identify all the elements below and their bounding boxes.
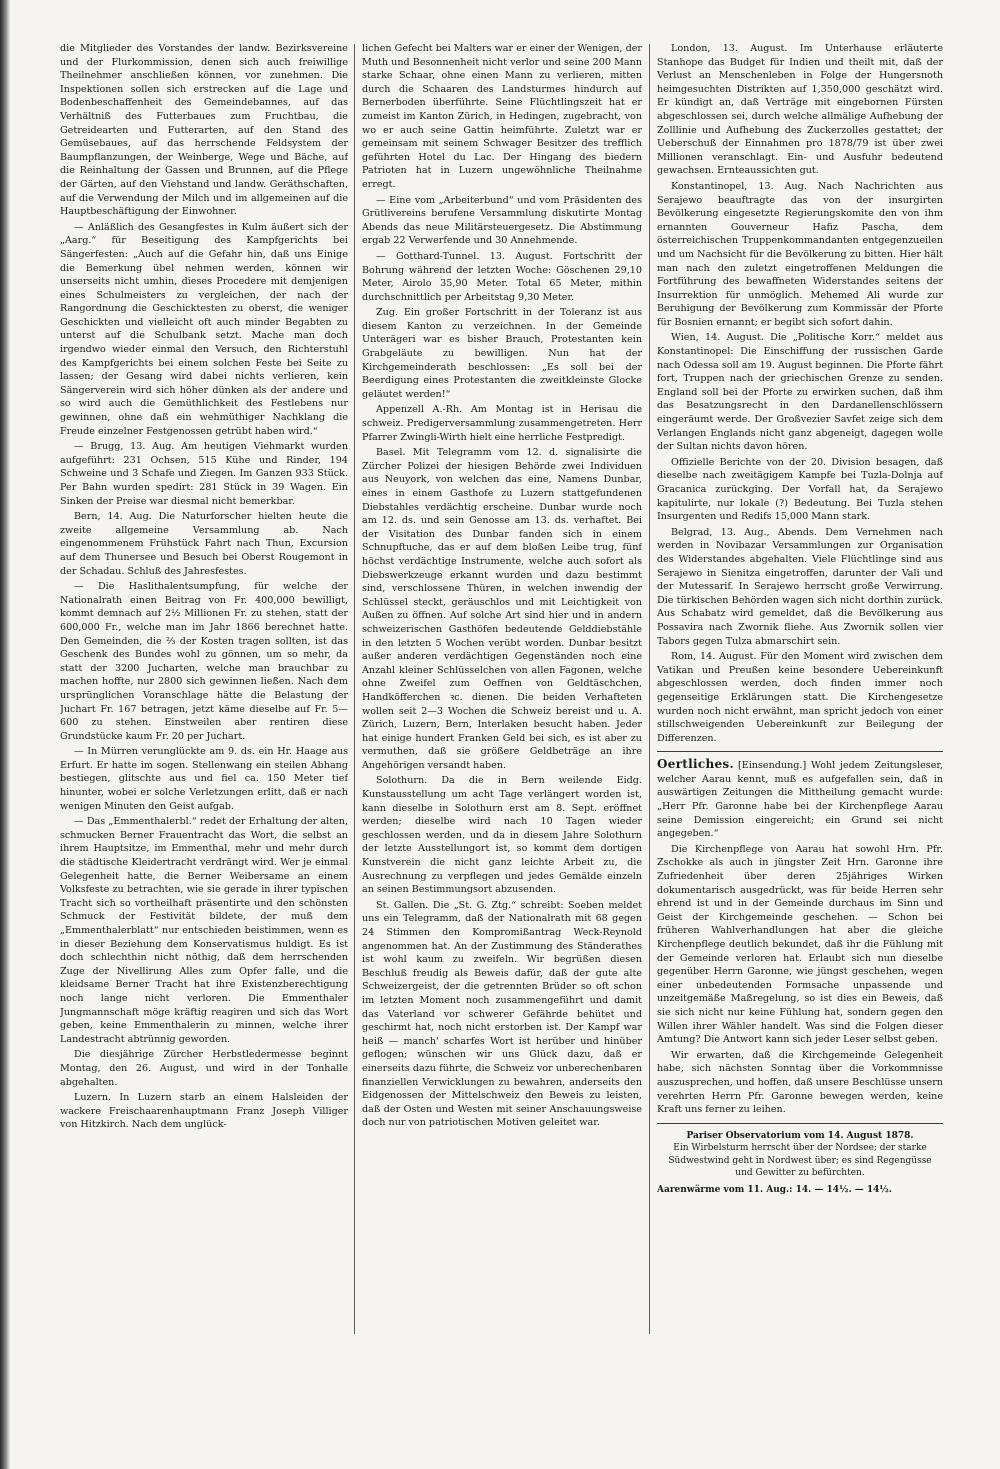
section-divider	[657, 1123, 943, 1124]
weather-line: Ein Wirbelsturm herrscht über der Nordsee; der starke	[673, 1143, 927, 1154]
water-temperature: Aarenwärme vom 11. Aug.: 14. — 14½. — 14½.	[657, 1184, 892, 1195]
right-column-paragraph: London, 13. August. Im Unterhause erläuterte Stanhope das Budget für Indien und theilt mit, daß der Verlust an Menschenleben in Folge der Hungersnoth heimgesuchten Distrikten auf 1,350,000 geschätzt wird. Er kündigt an, daß Verträge mit eingebornen Fürsten abgeschlossen sei, durch welche allmälige Aufhebung der Zolllinie und Aufhebung des Zuckerzolles gestattet; der Ueberschuß der Einnahmen pro 1878/79 ist über zwei Millionen veranschlagt. Ein- und Ausfuhr bedeutend gewachsen. Ernteaussichten gut.	[657, 43, 943, 177]
right-column-paragraph: Wien, 14. August. Die „Politische Korr.“ meldet aus Konstantinopel: Die Einschiffung der russischen Garde nach Odessa soll am 19. August beginnen. Die Pforte fährt fort, Truppen nach der griechischen Grenze zu senden. England soll bei der Pforte zu erwirken suchen, daß ihm das Besatzungsrecht in den Dardanellenschlössern eingeräumt werde. Der Großvezier Savfet zeige sich dem Verlangen Englands nicht ganz abgeneigt, dagegen wolle der Sultan nichts davon hören.	[657, 332, 943, 453]
middle-column-paragraph: St. Gallen. Die „St. G. Ztg.“ schreibt: Soeben meldet uns ein Telegramm, daß der Nationalrath mit 68 gegen 24 Stimmen den Kompromißantrag Weck-Reynold angenommen hat. An der Zustimmung des Ständerathes ist wohl kaum zu zweifeln. Wir begrüßen diesen Beschluß freudig als Beweis dafür, daß der gute alte Schweizergeist, der die getrennten Brüder so oft schon im letzten Moment noch zusammengeführt und damit das Vaterland vor schwerer Gefährde behütet und geschirmt hat, noch nicht erstorben ist. Der Kampf war heiß — manch' scharfes Wort ist herüber und hinüber geflogen; wünschen wir uns Glück dazu, daß er einerseits dazu führte, die Schweiz vor unberechenbaren finanziellen Verwicklungen zu bewahren, anderseits den Eidgenossen der Mittelschweiz den Beweis zu leisten, daß der Osten und Westen mit seiner Anschauungsweise doch nur von patriotischen Motiven geleitet war.	[362, 899, 642, 1129]
middle-column-paragraph: — Eine vom „Arbeiterbund“ und vom Präsidenten des Grütlivereins berufene Versammlung diskutirte Montag Abends das neue Militärsteuergesetz. Die Abstimmung ergab 22 Verwerfende und 30 Annehmende.	[362, 194, 642, 247]
middle-column-paragraph: lichen Gefecht bei Malters war er einer der Wenigen, der Muth und Besonnenheit nicht verlor und seine 200 Mann starke Schaar, ohne einen Mann zu verlieren, mitten durch die Schaaren des Landsturmes hindurch auf Bernerboden überführte. Seine Flüchtlingszeit hat er zumeist im Kanton Zürich, in Hedingen, zugebracht, von wo er auch seine Gattin heimführte. Zuletzt war er gemeinsam mit seinem Schwager Besitzer des trefflich geführten Hotel du Lac. Der Hingang des biedern Patrioten hat in Luzern ungewöhnliche Theilnahme erregt.	[362, 43, 642, 190]
local-news-paragraph: Wir erwarten, daß die Kirchgemeinde Gelegenheit habe, sich nächsten Sonntag über die Vorkommnisse auszusprechen, und hoffen, daß unsere Beschlüsse unsern verehrten Herrn Pfr. Garonne bewegen werden, keine Kraft uns ferner zu leihen.	[657, 1049, 943, 1116]
right-column-paragraph: Rom, 14. August. Für den Moment wird zwischen dem Vatikan und Preußen keine besondere Uebereinkunft abgeschlossen werden, doch finden immer noch gegenseitige Erklärungen statt. Die Kirchengesetze wurden noch nicht erwähnt, man spricht jedoch von einer stillschweigenden Uebereinkunft zur Beilegung der Differenzen.	[657, 651, 943, 744]
foreign-news-section	[657, 42, 943, 745]
weather-line: Südwestwind geht in Nordwest über; es sind Regengüsse	[668, 1155, 932, 1166]
left-column-paragraph: — In Mürren verunglückte am 9. ds. ein Hr. Haage aus Erfurt. Er hatte im sogen. Stellenwang ein steilen Abhang bestiegen, glitschte aus und fiel ca. 150 Meter tief hinunter, wobei er solche Verletzungen erlitt, daß er nach wenigen Minuten den Geist aufgab.	[60, 746, 348, 812]
middle-column-paragraph: Zug. Ein großer Fortschritt in der Toleranz ist aus diesem Kanton zu verzeichnen. In der Gemeinde Unterägeri war es bisher Brauch, Protestanten kein Grabgeläute zu bewilligen. Nun hat der Kirchgemeinderath beschlossen: „Es soll bei der Beerdigung eines Protestanten die zweitkleinste Glocke geläutet werden!“	[362, 307, 642, 400]
middle-column-paragraph: Appenzell A.-Rh. Am Montag ist in Herisau die schweiz. Predigerversammlung zusammengetreten. Herr Pfarrer Zwingli-Wirth hielt eine herrliche Festpredigt.	[362, 404, 642, 443]
middle-column-paragraph: — Gotthard-Tunnel. 13. August. Fortschritt der Bohrung während der letzten Woche: Göschenen 29,10 Meter, Airolo 35,90 Meter. Total 65 Meter, mithin durchschnittlich per Arbeitstag 9,30 Meter.	[362, 250, 642, 303]
local-news-section	[657, 758, 943, 1116]
page-edge-shadow	[0, 0, 10, 1469]
right-column-paragraph: Konstantinopel, 13. Aug. Nach Nachrichten aus Serajewo beauftragte das von der insurgirten Bevölkerung eingesetzte Regierungskomite den von ihm ernannten Gouverneur Hafiz Pascha, dem österreichischen Truppenkommandanten entgegenzueilen und um Nachsicht für die Bevölkerung zu bitten. Hier hält man nach den zuletzt eingetroffenen Meldungen die Fortführung des bewaffneten Widerstandes seitens der Insurrektion für unmöglich. Mehemed Ali wurde zur Beruhigung der Bevölkerung zum Kommissär der Pforte für Bosnien ernannt; er begibt sich sofort dahin.	[657, 180, 943, 328]
column-left	[60, 42, 348, 1332]
left-column-paragraph: Die diesjährige Zürcher Herbstledermesse beginnt Montag, den 26. August, und wird in der Tonhalle abgehalten.	[60, 1049, 348, 1088]
local-news-heading: Oertliches.	[657, 757, 734, 772]
local-news-first-paragraph	[657, 758, 943, 841]
left-column-paragraph: die Mitglieder des Vorstandes der landw. Bezirksvereine und der Flurkommission, denen sich auch freiwillige Theilnehmer anschließen können, vor zunehmen. Die Inspektionen sollen sich erstrecken auf die Lage und Bodenbeschaffenheit des Gemeindebannes, auf das Verhältniß des Futterbaues zum Fruchtbau, die Getreidearten und Futterarten, auf den Stand des Gemüsebaues, auf das herrschende Feldsystem der Baumpflanzungen, der Weinberge, Wege und Bäche, auf die Reinhaltung der Gassen und Brunnen, auf die Pflege der Gärten, auf den Viehstand und landw. Geräthschaften, auf die Verwendung der Milch und im allgemeinen auf die Hauptbeschäftigung der Einwohner.	[60, 43, 348, 218]
right-column-paragraph: Offizielle Berichte von der 20. Division besagen, daß dieselbe nach zweitägigem Kampfe bei Tuzla-Dolnja auf Gracanica zurückging. Der Vorfall hat, da Serajewo kapitulirte, nur lokale (?) Bedeutung. Bei Tuzla stehen Insurgenten und Redifs 15,000 Mann stark.	[657, 456, 943, 523]
middle-column-paragraph: Solothurn. Da die in Bern weilende Eidg. Kunstausstellung um acht Tage verlängert worden ist, kann dieselbe in Solothurn erst am 8. Sept. eröffnet werden; dieselbe wird nach 10 Tagen wieder geschlossen werden, und da in diesem Jahre Solothurn der letzte Ausstellungort ist, so kommt dem dortigen Kunstverein die nicht ganz leichte Arbeit zu, die Ausrechnung zu verpflegen und jedes Gemälde einzeln an seinen Bestimmungsort abzusenden.	[362, 775, 642, 896]
column-right	[657, 42, 943, 1332]
weather-title: Pariser Observatorium vom 14. August 1878.	[686, 1130, 914, 1141]
left-column-paragraph: — Das „Emmenthalerbl.“ redet der Erhaltung der alten, schmucken Berner Frauentracht das Wort, die selbst an ihrem Hauptsitze, im Emmenthal, mehr und mehr durch die städtische Kleidertracht verdrängt wird. Wer je einmal Gelegenheit hatte, die Berner Weibersame an einem Volksfeste zu betrachten, wie sie gerade in ihrer typischen Tracht sich so vortheilhaft präsentirte und den schönsten Schmuck der Festivität bildete, der muß dem „Emmenthalerblatt“ nur entschieden beistimmen, wenn es in dieser Beziehung dem Konservatismus huldigt. Es ist doch schlechthin nicht nöthig, daß dem herrschenden Zuge der Nivellirung Alles zum Opfer falle, und die kleidsame Berner Tracht hat ihre Existenzberechtigung noch lange nicht verloren. Die Emmenthaler Jungmannschaft möge kräftig reagiren und sich das Wort geben, keine Emmenthalerin zu minnen, welche ihrer Landestracht abtrünnig geworden.	[60, 816, 348, 1045]
section-divider	[657, 751, 943, 752]
middle-column-paragraph: Basel. Mit Telegramm vom 12. d. signalisirte die Zürcher Polizei der hiesigen Behörde zwei Individuen aus Neuyork, von welchen das eine, Namens Dunbar, eines in einem Gasthofe zu Luzern stattgefundenen Diebstahles verdächtig erscheine. Dunbar wurde noch am 12. ds. und sein Genosse am 13. ds. verhaftet. Bei der Visitation des Dunbar fanden sich in einem Schnupftuche, das er auf dem bloßen Leibe trug, fünf höchst verdächtige Instrumente, welche auch sofort als Diebswerkzeuge erkannt wurden und dazu bestimmt sind, verschlossene Thüren, in welchen inwendig der Schlüssel steckt, geräuschlos und mit Leichtigkeit von Außen zu öffnen. Auf solche Art sind hier und in andern schweizerischen Gasthöfen bedeutende Gelddiebstähle in den letzten 5 Wochen verübt worden. Dunbar besitzt außer anderen verdächtigen Gegenständen noch eine Anzahl kleiner Schlüsselchen von allen Fagonen, welche ohne Zweifel zum Oeffnen von Geldtäschchen, Handköfferchen ꝛc. dienen. Die beiden Verhafteten wollen seit 2—3 Wochen die Schweiz bereist und u. A. Zürich, Luzern, Bern, Interlaken besucht haben. Jeder hat einige hundert Franken Geld bei sich, es ist aber zu vermuthen, daß sie größere Geldbeträge an ihre Angehörigen versandt haben.	[362, 447, 642, 771]
weather-line: und Gewitter zu befürchten.	[735, 1168, 865, 1179]
column-rule-2	[649, 44, 650, 1334]
left-column-paragraph: — Brugg, 13. Aug. Am heutigen Viehmarkt wurden aufgeführt: 231 Ochsen, 515 Kühe und Rinder, 194 Schweine und 3 Schafe und Ziegen. Im Ganzen 933 Stück. Per Bahn wurden spedirt: 281 Stück in 39 Wagen. Ein Sinken der Preise war diesmal nicht bemerkbar.	[60, 441, 348, 507]
right-column-paragraph: Belgrad, 13. Aug., Abends. Dem Vernehmen nach werden in Novibazar Versammlungen zur Organisation des Widerstandes abgehalten. Viele Flüchtlinge sind aus Serajewo in Sienitza eingetroffen, darunter der Vali und der Mutessarif. In Serajewo herrscht große Verwirrung. Die türkischen Behörden wagen sich nicht dorthin zurück. Aus Schabatz wird gemeldet, daß die Bevölkerung aus Possavira nach Zwornik fliehe. Aus Zwornik sollen vier Tabors gegen Tulza abmarschirt sein.	[657, 526, 943, 647]
column-middle	[362, 42, 642, 1332]
left-column-paragraph: — Die Haslithalentsumpfung, für welche der Nationalrath einen Beitrag von Fr. 400,000 bewilligt, kommt demnach auf 2½ Millionen Fr. zu stehen, statt der 600,000 Fr., welche man im Jahr 1866 berechnet hatte. Den Gemeinden, die ⅔ der Kosten tragen sollten, ist das Geschenk des Bundes wohl zu gönnen, um so mehr, da statt der 3200 Jucharten, welche man brauchbar zu machen hoffte, nur 2800 sich gewinnen ließen. Nach dem ursprünglichen Voranschlage hätte die Belastung der Juchart Fr. 167 betragen, jetzt käme dieselbe auf Fr. 5—600 zu stehen. Einstweilen aber rentiren diese Grundstücke kaum Fr. 20 per Juchart.	[60, 581, 348, 742]
left-column-paragraph: — Anläßlich des Gesangfestes in Kulm äußert sich der „Aarg.“ für Beseitigung des Kampfgerichts bei Sängerfesten: „Auch auf die Gefahr hin, daß uns Einige die Bemerkung übel nehmen werden, können wir unserseits nicht umhin, dieses Procedere mit demjenigen eines Schulmeisters zu vergleichen, der nach der Rangordnung die Geschicktesten zu oberst, die weniger Geschickten und vielleicht oft auch minder Begabten zu unterst auf die Schulbank setzt. Mache man doch irgendwo wieder einmal den Versuch, den Richterstuhl des Kampfgerichts bei einem solchen Feste bei Seite zu lassen; der Gesang wird dabei nichts verlieren, kein Sängerverein wird sich höher dünken als der andere und so wird auch die Gemüthlichkeit des Festlebens nur gewinnen, ohne daß ein wehmüthiger Nachklang die Freude einzelner Festgenossen getrübt haben wird.“	[60, 221, 348, 437]
left-column-paragraph: Bern, 14. Aug. Die Naturforscher hielten heute die zweite allgemeine Versammlung ab. Nach eingenommenem Frühstück Fahrt nach Thun, Excursion auf dem Thunersee und Besuch bei Oberst Rougemont in der Schadau. Schluß des Jahresfestes.	[60, 511, 348, 577]
local-news-text: [Einsendung.] Wohl jedem Zeitungsleser, welcher Aarau kennt, muß es aufgefallen sein, daß in auswärtigen Zeitungen die Mittheilung gemacht wurde: „Herr Pfr. Garonne habe bei der Kirchenpflege Aarau seine Demission eingereicht; ein Grund sei nicht angegeben.“	[657, 760, 943, 840]
left-column-paragraph: Luzern. In Luzern starb an einem Halsleiden der wackere Freischaarenhauptmann Franz Joseph Villiger von Hitzkirch. Nach dem unglück-	[60, 1092, 348, 1131]
column-rule-1	[354, 44, 355, 1334]
weather-report	[657, 1130, 943, 1197]
local-news-paragraph: Die Kirchenpflege von Aarau hat sowohl Hrn. Pfr. Zschokke als auch in jüngster Zeit Hrn. Garonne ihre Zufriedenheit über deren 25jähriges Wirken dokumentarisch ausgedrückt, was für beide Herren sehr ehrend ist und in der Gemeinde durchaus im Sinn und Geist der Kirchgemeinde geschehen. — Schon bei früheren Wahlverhandlungen hat aber die gleiche Kirchenpflege deutlich bekundet, daß ihr die Fühlung mit der Gemeinde verloren hat. Erlaubt sich nun dieselbe gegenüber Herrn Garonne, wie jüngst geschehen, wegen einer unbedeutenden Formsache unpassende und unzeitgemäße Maßregelung, so ist dies ein Beweis, daß sie sich nicht nur keine Fühlung hat, sondern gegen den Willen ihrer Wähler handelt. Was sind die Folgen dieser Amtung? Die Antwort kann sich jeder Leser selbst geben.	[657, 843, 943, 1046]
